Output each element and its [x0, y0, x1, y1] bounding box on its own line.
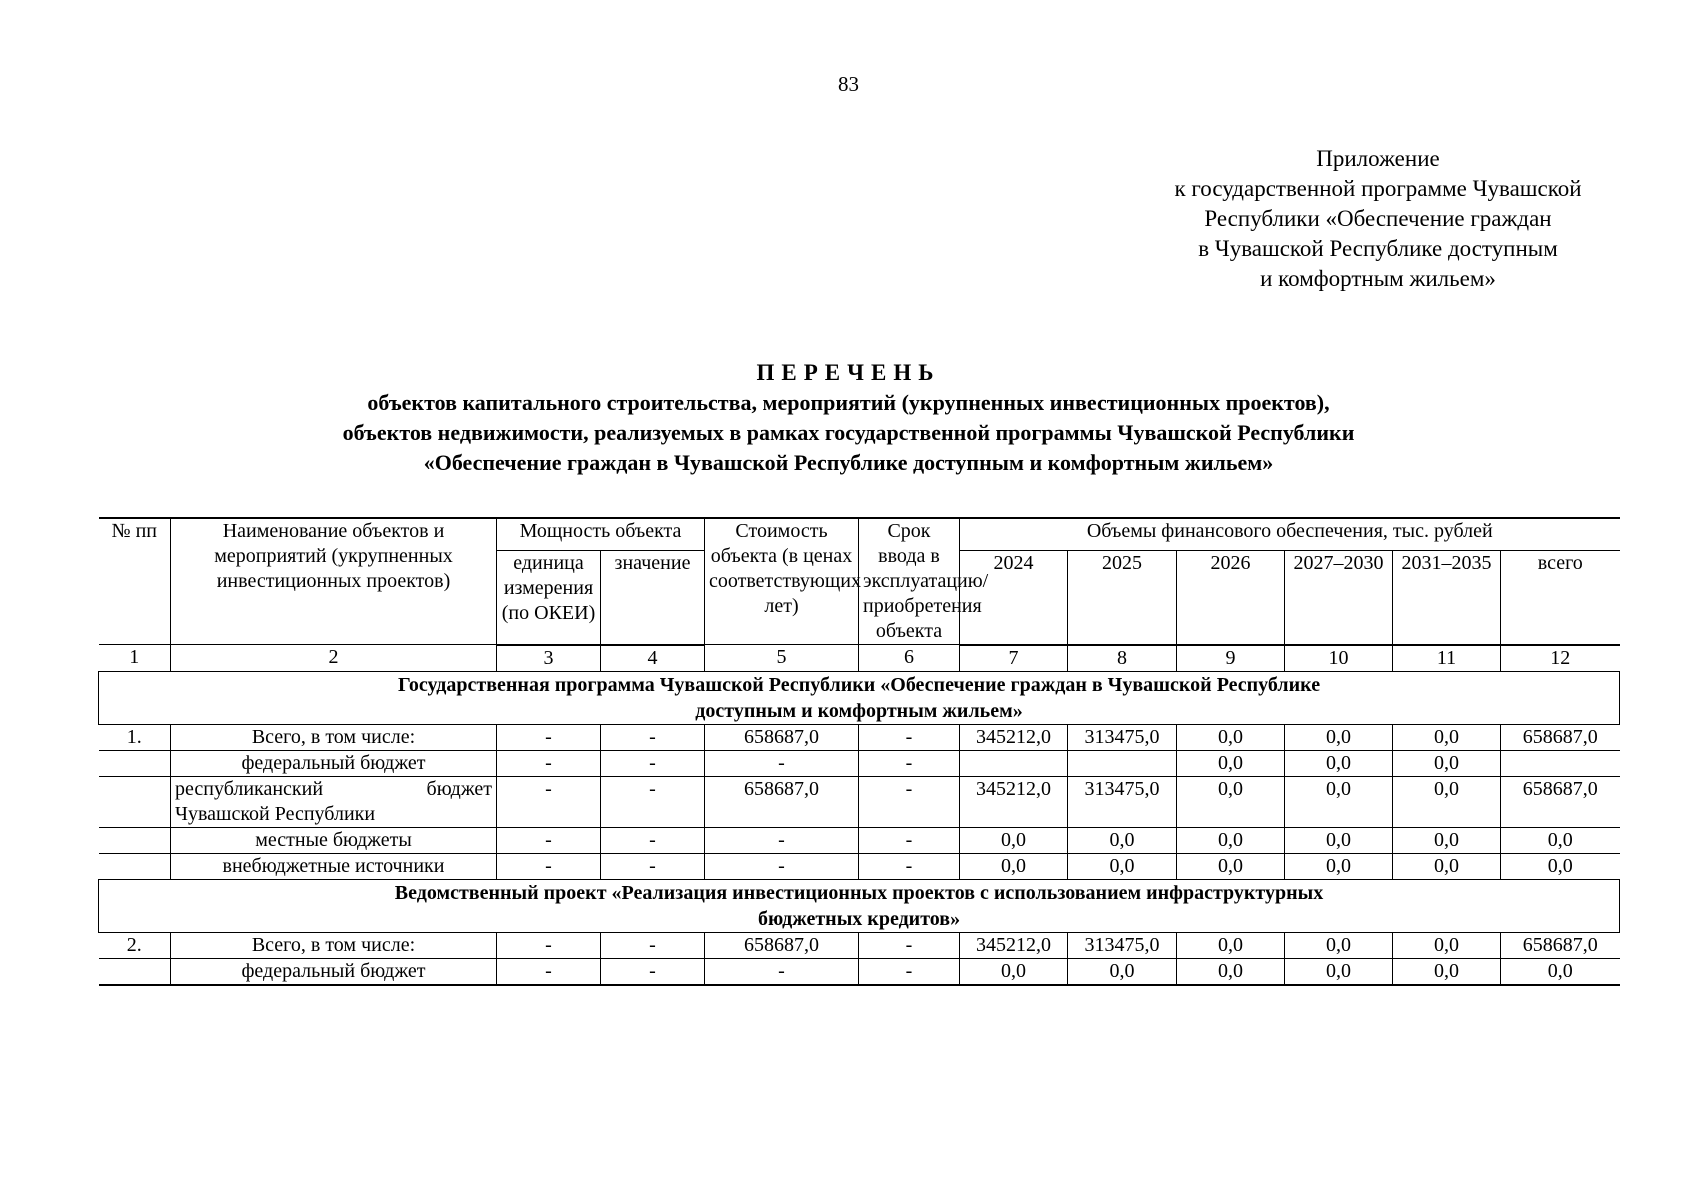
row-name: федеральный бюджет — [171, 750, 497, 776]
table-row — [99, 750, 1620, 776]
table-cell: 0,0 — [1177, 958, 1285, 985]
row-number — [99, 958, 171, 985]
table-cell: 0,0 — [960, 958, 1068, 985]
table-cell: 658687,0 — [1501, 932, 1620, 958]
row-number — [99, 750, 171, 776]
page-number: 83 — [838, 72, 859, 96]
row-name: республиканский бюджет Чувашской Республики — [171, 776, 497, 827]
table-cell: - — [859, 827, 960, 853]
appendix-line: Приложение — [1316, 146, 1440, 171]
section-title — [99, 879, 1620, 932]
title-main: ПЕРЕЧЕНЬ — [756, 360, 941, 385]
table-cell: - — [601, 932, 705, 958]
row-name: федеральный бюджет — [171, 958, 497, 985]
appendix-line: в Чувашской Республике доступным — [1198, 236, 1558, 261]
table-cell: - — [859, 932, 960, 958]
table-cell: - — [705, 853, 859, 879]
row-name: Всего, в том числе: — [171, 724, 497, 750]
table-cell: 313475,0 — [1068, 724, 1177, 750]
row-name: местные бюджеты — [171, 827, 497, 853]
table-cell: 658687,0 — [705, 776, 859, 827]
document-title — [0, 358, 1697, 478]
column-number: 9 — [1177, 645, 1285, 672]
table-cell: - — [601, 853, 705, 879]
header-year: 2025 — [1068, 551, 1177, 645]
table-cell: - — [859, 776, 960, 827]
header-capacity: Мощность объекта — [497, 518, 705, 551]
header-total: всего — [1501, 551, 1620, 645]
row-name: внебюджетные источники — [171, 853, 497, 879]
column-number: 2 — [171, 645, 497, 672]
table-cell: 345212,0 — [960, 724, 1068, 750]
table-cell — [1068, 750, 1177, 776]
table-cell: - — [497, 724, 601, 750]
table-cell: - — [601, 776, 705, 827]
section-row — [99, 671, 1620, 724]
header-year: 2027–2030 — [1285, 551, 1393, 645]
table-row — [99, 776, 1620, 827]
table-cell: 0,0 — [1393, 853, 1501, 879]
title-line: объектов капитального строительства, мероприятий (укрупненных инвестиционных проектов), — [367, 390, 1330, 415]
header-year: 2026 — [1177, 551, 1285, 645]
table-cell: 313475,0 — [1068, 932, 1177, 958]
table-cell: - — [705, 958, 859, 985]
table-cell: - — [601, 750, 705, 776]
table-cell: 0,0 — [1068, 827, 1177, 853]
table-row — [99, 932, 1620, 958]
table-cell: - — [601, 827, 705, 853]
table-cell: 0,0 — [1501, 958, 1620, 985]
row-number: 1. — [99, 724, 171, 750]
table-cell: 658687,0 — [705, 932, 859, 958]
table-cell: 0,0 — [1285, 958, 1393, 985]
table-cell: 0,0 — [1501, 853, 1620, 879]
table-cell: 0,0 — [1068, 958, 1177, 985]
row-number: 2. — [99, 932, 171, 958]
column-number: 10 — [1285, 645, 1393, 672]
header-value: значение — [601, 551, 705, 645]
header-name: Наименование объектов и мероприятий (укрупненных инвестиционных проектов) — [171, 518, 497, 645]
header-year: 2031–2035 — [1393, 551, 1501, 645]
column-number: 8 — [1068, 645, 1177, 672]
table-cell: 0,0 — [1285, 853, 1393, 879]
row-number — [99, 853, 171, 879]
table-cell: - — [497, 776, 601, 827]
table-cell: 0,0 — [1393, 776, 1501, 827]
appendix-note — [1118, 144, 1638, 294]
title-subtitle — [0, 388, 1697, 478]
row-name: Всего, в том числе: — [171, 932, 497, 958]
table-cell: 0,0 — [1501, 827, 1620, 853]
table-cell: 0,0 — [1393, 724, 1501, 750]
header-unit: единица измерения (по ОКЕИ) — [497, 551, 601, 645]
table-cell: 0,0 — [1285, 724, 1393, 750]
column-number: 4 — [601, 645, 705, 672]
table-cell: - — [601, 958, 705, 985]
column-number: 1 — [99, 645, 171, 672]
section-row — [99, 879, 1620, 932]
table-cell: 345212,0 — [960, 776, 1068, 827]
table-cell: 0,0 — [1393, 932, 1501, 958]
table-cell: 0,0 — [960, 853, 1068, 879]
column-numbers-row — [99, 645, 1620, 672]
table-cell: - — [497, 750, 601, 776]
header-funding: Объемы финансового обеспечения, тыс. рублей — [960, 518, 1620, 551]
table-row — [99, 853, 1620, 879]
table-cell: 658687,0 — [705, 724, 859, 750]
table-cell: 0,0 — [1177, 853, 1285, 879]
table-cell: 0,0 — [1393, 750, 1501, 776]
table-cell: 0,0 — [1285, 776, 1393, 827]
column-number: 12 — [1501, 645, 1620, 672]
table-cell: 0,0 — [1285, 750, 1393, 776]
table-cell: 0,0 — [1285, 932, 1393, 958]
table-cell: 0,0 — [1285, 827, 1393, 853]
header-num: № пп — [99, 518, 171, 645]
table-cell: 0,0 — [960, 827, 1068, 853]
table-cell: - — [497, 958, 601, 985]
table-cell: 0,0 — [1177, 932, 1285, 958]
table-cell: 658687,0 — [1501, 724, 1620, 750]
table-cell: - — [859, 750, 960, 776]
table-cell: 0,0 — [1068, 853, 1177, 879]
column-number: 11 — [1393, 645, 1501, 672]
section-title-line: Ведомственный проект «Реализация инвестиционных проектов с использованием инфраструктурных — [394, 881, 1324, 904]
section-title — [99, 671, 1620, 724]
row-number — [99, 827, 171, 853]
column-number: 6 — [859, 645, 960, 672]
table-cell: 0,0 — [1177, 724, 1285, 750]
row-number — [99, 776, 171, 827]
table-cell: - — [497, 827, 601, 853]
table-body — [99, 645, 1620, 985]
title-line: «Обеспечение граждан в Чувашской Республике доступным и комфортным жильем» — [423, 450, 1274, 475]
table-cell: 0,0 — [1393, 827, 1501, 853]
table-cell: 0,0 — [1177, 776, 1285, 827]
table-cell: - — [859, 724, 960, 750]
section-title-line: Государственная программа Чувашской Республики «Обеспечение граждан в Чувашской Республике — [397, 673, 1321, 696]
table-row — [99, 724, 1620, 750]
objects-table — [98, 517, 1620, 986]
table-cell: 0,0 — [1177, 750, 1285, 776]
column-number: 7 — [960, 645, 1068, 672]
appendix-line: к государственной программе Чувашской — [1174, 176, 1582, 201]
table-cell: - — [859, 853, 960, 879]
table-cell: - — [601, 724, 705, 750]
table-cell: 0,0 — [1393, 958, 1501, 985]
table-cell: 0,0 — [1177, 827, 1285, 853]
table-row — [99, 958, 1620, 985]
table-cell — [1501, 750, 1620, 776]
table-row — [99, 827, 1620, 853]
title-line: объектов недвижимости, реализуемых в рамках государственной программы Чувашской Республики — [342, 420, 1355, 445]
table-cell: - — [497, 853, 601, 879]
table-cell: - — [705, 750, 859, 776]
table-cell: 313475,0 — [1068, 776, 1177, 827]
table-cell: 658687,0 — [1501, 776, 1620, 827]
table-cell: - — [859, 958, 960, 985]
table-cell: - — [705, 827, 859, 853]
section-title-line: доступным и комфортным жильем» — [695, 699, 1023, 722]
table-cell — [960, 750, 1068, 776]
appendix-line: Республики «Обеспечение граждан — [1204, 206, 1552, 231]
table-cell: 345212,0 — [960, 932, 1068, 958]
table-cell: - — [497, 932, 601, 958]
header-row — [99, 518, 1620, 551]
header-year: 2024 — [960, 551, 1068, 645]
column-number: 5 — [705, 645, 859, 672]
column-number: 3 — [497, 645, 601, 672]
appendix-line: и комфортным жильем» — [1260, 266, 1496, 291]
header-term: Срок ввода в эксплуатацию/ приобретения объекта — [859, 518, 960, 645]
header-cost: Стоимость объекта (в ценах соответствующих лет) — [705, 518, 859, 645]
section-title-line: бюджетных кредитов» — [757, 907, 961, 930]
